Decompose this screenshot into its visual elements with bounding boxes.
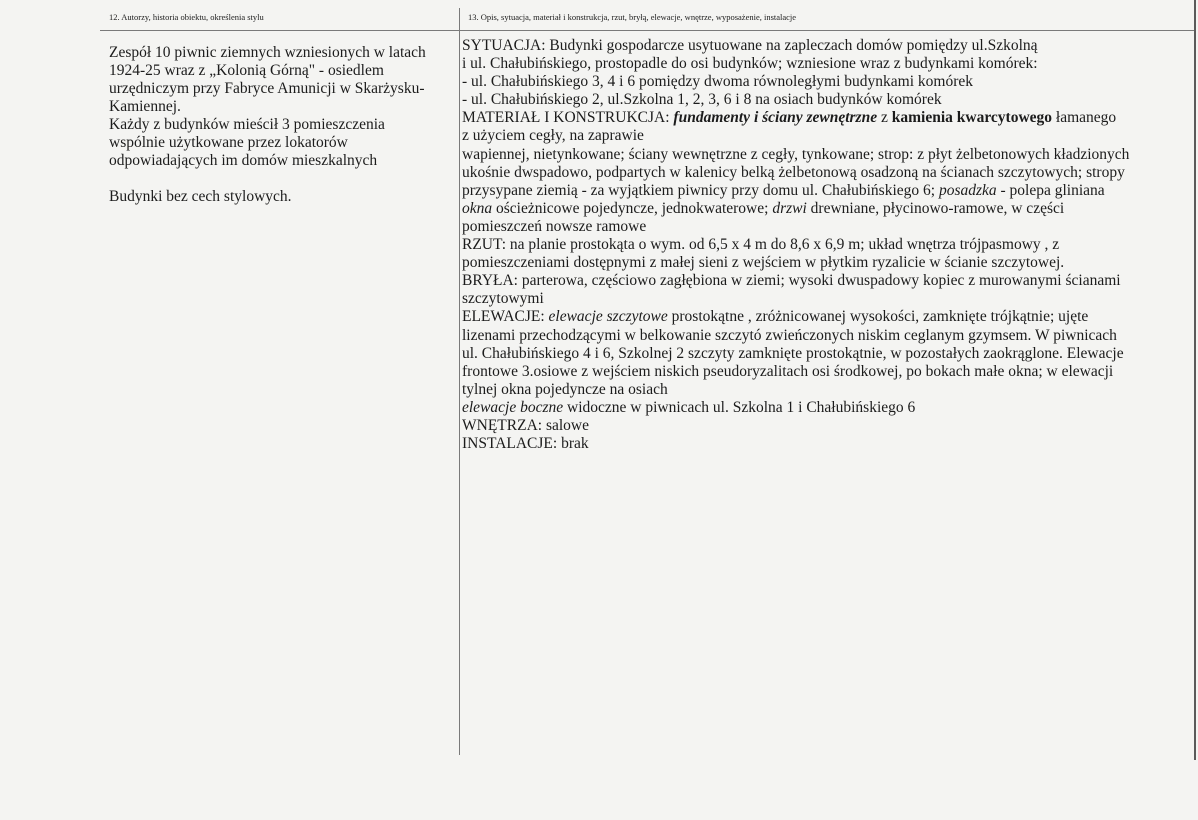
text-line: pomieszczeniami dostępnymi z małej sieni z wejściem w płytkim ryzalicie w ścianie szczytowej. [462, 254, 1065, 272]
text-line: tylnej okna pojedyncze na osiach [462, 380, 668, 398]
text-line: wapiennej, nietynkowane; ściany wewnętrzne z cegły, tynkowane; strop: z płyt żelbetonowych kładzionych [462, 145, 1130, 163]
text-line: Kamiennej. [109, 98, 181, 115]
text-line: Budynki bez cech stylowych. [109, 188, 292, 205]
text-line: BRYŁA: parterowa, częściowo zagłębiona w ziemi; wysoki dwuspadowy kopiec z murowanymi ścianami [462, 272, 1121, 290]
page-edge-rule [1194, 0, 1196, 760]
text-line: lizenami przechodzącymi w belkowanie szczytó zwieńczonych niskim ceglanym gzymsem. W piwnicach [462, 326, 1117, 344]
section-13-header: 13. Opis, sytuacja, materiał i konstrukcja, rzut, bryłą, elewacje, wnętrze, wyposażenie, instalacje [468, 12, 797, 22]
text-line: okna ościeżnicowe pojedyncze, jednokwaterowe; drzwi drewniane, płycinowo-ramowe, w części [462, 199, 1065, 217]
text-line: - ul. Chałubińskiego 3, 4 i 6 pomiędzy dwoma równoległymi budynkami komórek [462, 73, 974, 91]
text-line: Każdy z budynków mieścił 3 pomieszczenia [109, 116, 385, 133]
text-line: przysypane ziemią - za wyjątkiem piwnicy przy domu ul. Chałubińskiego 6; posadzka - polepa gliniana [462, 181, 1105, 199]
text-line: wspólnie użytkowane przez lokatorów [109, 134, 348, 151]
text-line: frontowe 3.osiowe z wejściem niskich pseudoryzalitach osi środkowej, po bokach małe okna; w elewacji [462, 362, 1114, 380]
text-line: SYTUACJA: Budynki gospodarcze usytuowane na zapleczach domów pomiędzy ul.Szkolną [462, 37, 1038, 54]
text-line: Zespół 10 piwnic ziemnych wzniesionych w latach [109, 44, 426, 61]
header-rule [100, 30, 1195, 31]
text-line: szczytowymi [462, 290, 544, 308]
text-line: z użyciem cegły, na zaprawie [462, 127, 644, 145]
text-line: urzędniczym przy Fabryce Amunicji w Skarżysku- [109, 80, 425, 97]
text-line: 1924-25 wraz z „Kolonią Górną" - osiedlem [109, 62, 384, 79]
text-line: odpowiadających im domów mieszkalnych [109, 152, 378, 169]
section-13-body [462, 37, 1187, 453]
text-line: - ul. Chałubińskiego 2, ul.Szkolna 1, 2, 3, 6 i 8 na osiach budynków komórek [462, 91, 942, 109]
text-line: ELEWACJE: elewacje szczytowe prostokątne , zróżnicowanej wysokości, zamknięte trójkątnie; ujęte [462, 308, 1089, 326]
text-line: WNĘTRZA: salowe [462, 416, 589, 434]
text-line: ukośnie dwspadowo, podpartych w kalenicy belką żelbetonową osadzoną na ścianach szczytowych; stropy [462, 163, 1125, 181]
text-line: INSTALACJE: brak [462, 435, 589, 453]
column-divider [459, 8, 460, 755]
text-line: elewacje boczne widoczne w piwnicach ul. Szkolna 1 i Chałubińskiego 6 [462, 398, 916, 416]
text-line: RZUT: na planie prostokąta o wym. od 6,5 x 4 m do 8,6 x 6,9 m; układ wnętrza trójpasmowy , z [462, 236, 1060, 254]
text-line: MATERIAŁ I KONSTRUKCJA: fundamenty i ściany zewnętrzne z kamienia kwarcytowego łamanego [462, 109, 1117, 127]
text-line: ul. Chałubińskiego 4 i 6, Szkolnej 2 szczyty zamknięte prostokątnie, w pozostałych zaokrąglone. Elewacje [462, 344, 1124, 362]
text-line: i ul. Chałubińskiego, prostopadle do osi budynków; wzniesione wraz z budynkami komórek: [462, 55, 1038, 73]
section-12-body [109, 44, 454, 206]
text-line: pomieszczeń nowsze ramowe [462, 217, 647, 235]
section-12-header: 12. Autorzy, historia obiektu, określenia stylu [109, 12, 264, 22]
